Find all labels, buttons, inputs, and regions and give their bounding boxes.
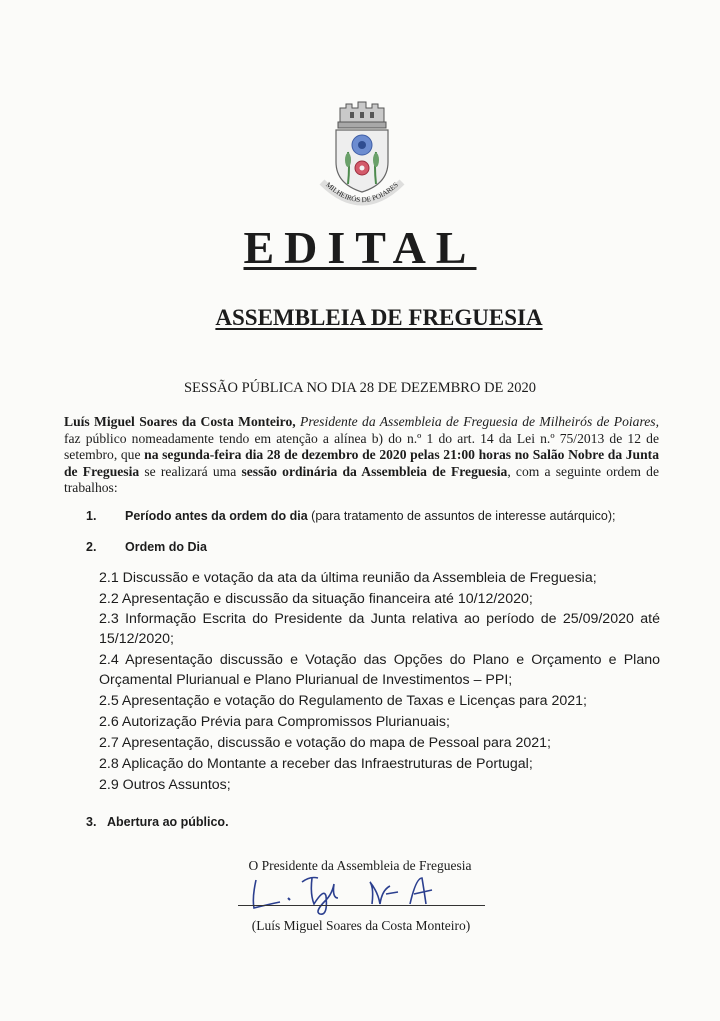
signatory-name: (Luís Miguel Soares da Costa Monteiro) bbox=[251, 918, 471, 933]
agenda-item-3 bbox=[107, 815, 229, 829]
agenda-item-title: Período antes da ordem do dia bbox=[125, 509, 308, 523]
agenda-subitem: 2.5 Apresentação e votação do Regulamento de Taxas e Licenças para 2021; bbox=[99, 693, 587, 709]
agenda-subitem: 2.4 Apresentação discussão e Votação das Opções do Plano e Orçamento e Plano Orçamental Plurianual e Plano Plurianual de Investimentos – PPI; bbox=[99, 652, 660, 688]
president-name: Luís Miguel Soares da Costa Monteiro, bbox=[64, 414, 296, 429]
agenda-item-number: 1. bbox=[86, 509, 97, 523]
agenda-item-detail: (para tratamento de assuntos de interesse autárquico); bbox=[307, 509, 616, 523]
agenda-item-title: Abertura ao público. bbox=[107, 815, 229, 829]
agenda-item-number: 3. bbox=[86, 815, 97, 829]
agenda-subitem: 2.1 Discussão e votação da ata da última reunião da Assembleia de Freguesia; bbox=[99, 570, 597, 586]
agenda-subitem: 2.9 Outros Assuntos; bbox=[99, 777, 231, 793]
handwritten-signature bbox=[240, 868, 440, 918]
intro-text-3: , com a seguinte ordem de trabalhos: bbox=[64, 463, 659, 495]
coat-of-arms-icon bbox=[314, 100, 410, 224]
agenda-subitem: 2.6 Autorização Prévia para Compromissos Plurianuais; bbox=[99, 714, 450, 730]
session-type: sessão ordinária da Assembleia de Freguesia bbox=[241, 463, 508, 479]
meeting-datetime-location: na segunda-feira dia 28 de dezembro de 2020 pelas 21:00 horas no Salão Nobre da Junta de Freguesia bbox=[64, 447, 659, 479]
signatory-title: O Presidente da Assembleia de Freguesia bbox=[248, 858, 472, 873]
intro-text-1: faz público nomeadamente tendo em atenção a alínea b) do n.º 1 do art. 14 da Lei n.º 75/2013 de 12 de setembro, que bbox=[64, 430, 659, 462]
agenda-item-2 bbox=[125, 540, 207, 554]
crest-motto: MILHEIRÓS DE POIARES bbox=[324, 180, 400, 205]
agenda-item-1 bbox=[125, 509, 665, 523]
agenda-subitem: 2.7 Apresentação, discussão e votação do mapa de Pessoal para 2021; bbox=[99, 735, 551, 751]
assembly-heading: ASSEMBLEIA DE FREGUESIA bbox=[215, 305, 543, 330]
agenda-item-title: Ordem do Dia bbox=[125, 540, 207, 554]
president-role: Presidente da Assembleia de Freguesia de Milheirós de Poiares, bbox=[300, 414, 659, 429]
agenda-subitem: 2.2 Apresentação e discussão da situação financeira até 10/12/2020; bbox=[99, 591, 533, 607]
agenda-item-number: 2. bbox=[86, 540, 97, 554]
parish-coat-of-arms bbox=[314, 100, 410, 224]
session-date-line: SESSÃO PÚBLICA NO DIA 28 DE DEZEMBRO DE 2020 bbox=[183, 380, 537, 396]
agenda-subitem: 2.8 Aplicação do Montante a receber das Infraestruturas de Portugal; bbox=[99, 756, 533, 772]
document-title: EDITAL bbox=[243, 222, 477, 273]
intro-paragraph bbox=[64, 414, 659, 497]
signature-icon bbox=[240, 868, 440, 918]
intro-text-2: se realizará uma bbox=[139, 463, 242, 479]
agenda-subitem: 2.3 Informação Escrita do Presidente da Junta relativa ao período de 25/09/2020 até 15/12/2020; bbox=[99, 611, 660, 647]
signature-line bbox=[238, 905, 485, 906]
